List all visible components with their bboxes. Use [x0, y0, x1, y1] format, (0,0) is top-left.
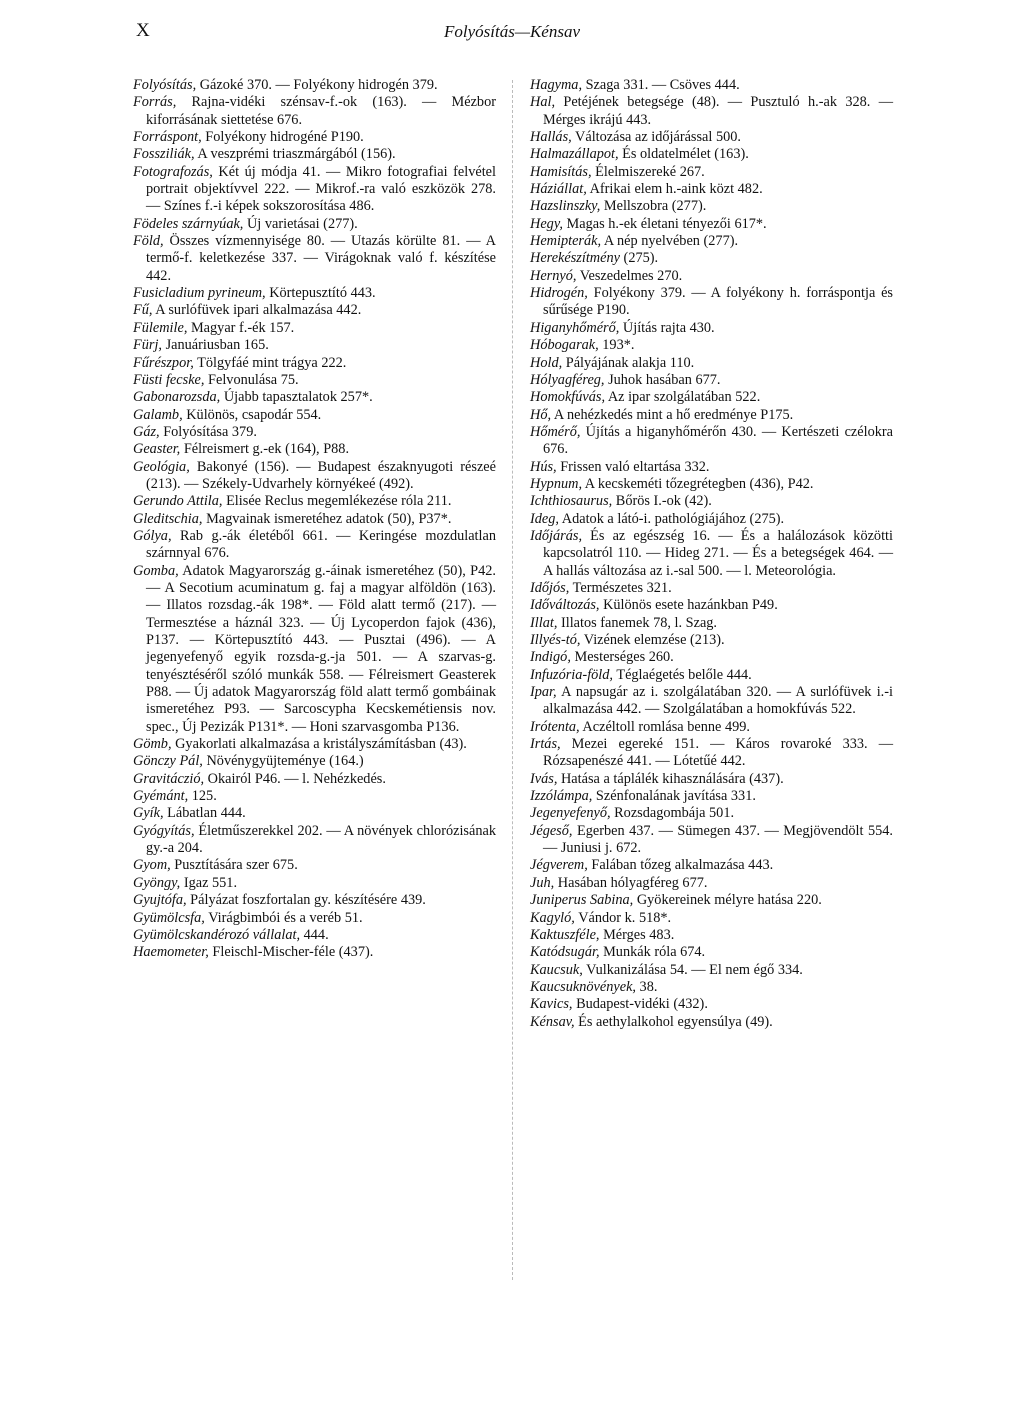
index-entry: [530, 320, 893, 337]
index-keyword: Gerundo Attila,: [133, 493, 223, 510]
index-keyword: Időjós,: [530, 579, 570, 596]
index-references: 193*.: [598, 337, 635, 354]
index-references: Gyökereinek mélyre hatása 220.: [633, 892, 822, 909]
index-references: És az egészség 16. — És a halálozások közötti kapcsolatról 110. — Hideg 271. — És a betegségek 464. — A hallás változása az i.-sal 500. — l. Meteorológia.: [543, 527, 893, 579]
index-entry: [530, 389, 893, 406]
index-keyword: Indigó,: [530, 649, 571, 666]
index-references: Élelmiszereké 267.: [591, 163, 705, 180]
index-entry: [530, 996, 893, 1013]
index-references: Félreismert g.-ek (164), P88.: [180, 441, 350, 458]
index-references: Vulkanizálása 54. — El nem égő 334.: [582, 961, 803, 978]
index-entry: [530, 198, 893, 215]
index-entry: [530, 632, 893, 649]
index-references: Magyar f.-ék 157.: [187, 319, 295, 336]
index-keyword: Forrás,: [133, 94, 177, 111]
index-references: Aczéltoll romlása benne 499.: [579, 718, 750, 735]
index-keyword: Gyümölcskandérozó vállalat,: [133, 926, 301, 943]
index-references: És aethylalkohol egyensúlya (49).: [574, 1013, 773, 1030]
index-references: Afrikai elem h.-aink közt 482.: [586, 181, 763, 198]
index-entry: [530, 94, 893, 129]
index-keyword: Gyom,: [133, 857, 171, 874]
index-keyword: Hamisítás,: [530, 163, 592, 180]
index-keyword: Geológia,: [133, 458, 190, 475]
index-entry: [133, 233, 496, 285]
index-keyword: Hólyagféreg,: [530, 371, 605, 388]
index-references: (275).: [619, 250, 659, 267]
index-entry: [530, 962, 893, 979]
index-entry: [530, 77, 893, 94]
index-references: Budapest-vidéki (432).: [572, 996, 708, 1013]
index-references: Bőrös I.-ok (42).: [612, 493, 712, 510]
index-references: Mellszobra (277).: [600, 198, 707, 215]
index-references: Pályázat foszfortalan gy. készítésére 439.: [186, 892, 426, 909]
column-divider: [512, 80, 513, 1280]
index-references: Elisée Reclus megemlékezése róla 211.: [222, 493, 452, 510]
index-keyword: Hazslinszky,: [530, 198, 601, 215]
index-keyword: Fürj,: [133, 337, 162, 354]
index-keyword: Hegy,: [530, 215, 563, 232]
index-keyword: Fotografozás,: [133, 163, 213, 180]
index-keyword: Hallás,: [530, 129, 572, 146]
index-references: Különös esete hazánkban P49.: [599, 597, 778, 614]
index-column-right: [530, 77, 893, 1031]
index-entry: [133, 563, 496, 736]
index-entry: [133, 511, 496, 528]
index-references: Újítás rajta 430.: [619, 319, 715, 336]
index-keyword: Gönczy Pál,: [133, 753, 203, 770]
index-keyword: Fülemile,: [133, 319, 188, 336]
index-entry: [133, 441, 496, 458]
index-keyword: Jégverem,: [530, 857, 588, 874]
index-references: Szaga 331. — Csöves 444.: [582, 77, 740, 93]
index-references: Falában tőzeg alkalmazása 443.: [587, 857, 774, 874]
index-entry: [530, 250, 893, 267]
index-keyword: Juh,: [530, 874, 555, 891]
index-references: Magas h.-ek életani tényezői 617*.: [562, 215, 767, 232]
index-references: Egerben 437. — Sümegen 437. — Megjövendölt 554. — Juniusi j. 672.: [543, 822, 893, 857]
index-references: Hatása a táplálék kihasználására (437).: [557, 770, 784, 787]
index-references: Változása az időjárással 500.: [571, 129, 741, 146]
index-entry: [133, 355, 496, 372]
index-references: Az ipar szolgálatában 522.: [605, 389, 761, 406]
index-references: Adatok a látó-i. pathológiájához (275).: [558, 510, 785, 527]
index-keyword: Ivás,: [530, 770, 558, 787]
index-references: Gázoké 370. — Folyékony hidrogén 379.: [196, 77, 438, 93]
index-entry: [530, 233, 893, 250]
index-references: Fleischl-Mischer-féle (437).: [208, 944, 374, 961]
index-keyword: Illyés-tó,: [530, 632, 581, 648]
index-keyword: Forráspont,: [133, 129, 202, 146]
index-keyword: Időváltozás,: [530, 597, 600, 614]
index-keyword: Ideg,: [530, 510, 559, 527]
index-references: Rab g.-ák életéből 661. — Keringése mozdulatlan szárnnyal 676.: [146, 527, 496, 562]
index-keyword: Hóbogarak,: [530, 337, 599, 354]
index-keyword: Hemipterák,: [530, 233, 602, 250]
index-references: Lábatlan 444.: [163, 805, 246, 822]
index-references: A veszprémi triaszmárgából (156).: [194, 146, 396, 163]
index-references: Új varietásai (277).: [243, 215, 358, 232]
index-references: Virágbimbói és a veréb 51.: [204, 909, 363, 926]
index-entry: [530, 927, 893, 944]
index-keyword: Gáz,: [133, 423, 160, 440]
index-entry: [530, 164, 893, 181]
running-head: Folyósítás—Kénsav: [444, 22, 580, 41]
index-entry: [530, 459, 893, 476]
index-entry: [133, 944, 496, 961]
index-keyword: Galamb,: [133, 406, 183, 423]
index-entry: [530, 823, 893, 858]
index-entry: [530, 580, 893, 597]
index-references: Bakonyé (156). — Budapest északnyugoti részeé (213). — Székely-Udvarhely környékeé (492).: [146, 458, 496, 492]
index-references: A napsugár az i. szolgálatában 320. — A surlófüvek i.-i alkalmazása 442. — Szolgálatában a homokfúvás 522.: [543, 684, 893, 718]
index-keyword: Gravitáczió,: [133, 770, 205, 787]
index-keyword: Hagyma,: [530, 77, 583, 93]
index-references: Mezei egereké 151. — Káros rovaroké 333. — Rózsapenészé 441. — Lótetűé 442.: [543, 736, 893, 770]
index-keyword: Haemometer,: [133, 944, 209, 961]
index-references: Vándor k. 518*.: [574, 909, 672, 926]
index-entry: [133, 823, 496, 858]
index-entry: [133, 753, 496, 770]
index-references: Téglaégetés belőle 444.: [613, 666, 752, 683]
index-references: Petéjének betegsége (48). — Pusztuló h.-ak 328. — Mérges ikrájú 443.: [543, 94, 893, 128]
index-entry: [530, 216, 893, 233]
index-entry: [530, 511, 893, 528]
index-keyword: Gömb,: [133, 736, 172, 753]
index-keyword: Kaktuszféle,: [530, 926, 600, 943]
index-keyword: Fű,: [133, 302, 153, 319]
index-references: A nép nyelvében (277).: [601, 233, 739, 250]
index-keyword: Hernyó,: [530, 267, 577, 284]
index-entry: [133, 216, 496, 233]
index-references: Juhok hasában 677.: [604, 371, 721, 388]
index-entry: [530, 355, 893, 372]
index-references: Folyékony hidrogéné P190.: [201, 129, 364, 146]
index-references: A nehézkedés mint a hő eredménye P175.: [551, 406, 794, 423]
index-keyword: Hőmérő,: [530, 423, 581, 440]
index-keyword: Födeles szárnyúak,: [133, 215, 244, 232]
index-entry: [133, 372, 496, 389]
index-entry: [530, 667, 893, 684]
index-entry: [530, 910, 893, 927]
index-entry: [530, 719, 893, 736]
index-keyword: Kaucsuk,: [530, 961, 583, 978]
index-entry: [530, 146, 893, 163]
index-entry: [133, 493, 496, 510]
index-references: Frissen való eltartása 332.: [556, 458, 710, 475]
index-keyword: Geaster,: [133, 441, 181, 458]
index-entry: [530, 337, 893, 354]
index-references: És oldatelmélet (163).: [618, 146, 749, 163]
index-entry: [133, 771, 496, 788]
index-references: Folyékony 379. — A folyékony h. forráspontja és sűrűsége P190.: [543, 285, 893, 319]
index-entry: [133, 927, 496, 944]
index-references: Mesterséges 260.: [570, 649, 674, 666]
index-references: Életműszerekkel 202. — A növények chlorózisának gy.-a 204.: [146, 822, 496, 857]
index-keyword: Homokfúvás,: [530, 389, 606, 406]
index-entry: [530, 857, 893, 874]
index-keyword: Jégeső,: [530, 822, 573, 839]
index-entry: [530, 424, 893, 459]
index-keyword: Időjárás,: [530, 527, 583, 544]
index-references: A surlófüvek ipari alkalmazása 442.: [152, 302, 362, 319]
index-entry: [133, 337, 496, 354]
index-keyword: Irtás,: [530, 736, 561, 753]
index-entry: [530, 736, 893, 771]
index-references: Körtepusztító 443.: [265, 285, 376, 302]
index-keyword: Fossziliák,: [133, 146, 195, 163]
index-references: Pályájának alakja 110.: [562, 354, 695, 371]
index-keyword: Juniperus Sabina,: [530, 892, 634, 909]
index-keyword: Gyümölcsfa,: [133, 909, 205, 926]
index-references: Felvonulása 75.: [204, 371, 299, 388]
index-keyword: Ipar,: [530, 684, 557, 701]
index-entry: [530, 649, 893, 666]
index-entry: [530, 805, 893, 822]
index-keyword: Gomba,: [133, 562, 179, 579]
index-entry: [530, 771, 893, 788]
index-references: Okairól P46. — l. Nehézkedés.: [204, 770, 386, 787]
index-entry: [133, 424, 496, 441]
index-references: Magvainak ismeretéhez adatok (50), P37*.: [202, 510, 452, 527]
index-keyword: Gyujtófa,: [133, 892, 187, 909]
index-entry: [133, 320, 496, 337]
index-keyword: Gyémánt,: [133, 788, 189, 805]
index-entry: [133, 285, 496, 302]
index-entry: [133, 459, 496, 494]
index-references: A kecskeméti tőzegrétegben (436), P42.: [582, 475, 814, 492]
index-references: Tölgyfáé mint trágya 222.: [193, 354, 347, 371]
index-entry: [133, 788, 496, 805]
index-references: 125.: [188, 788, 217, 805]
index-entry: [530, 1014, 893, 1031]
index-keyword: Jegenyefenyő,: [530, 805, 611, 822]
index-keyword: Gyöngy,: [133, 874, 181, 891]
index-references: Különös, csapodár 554.: [182, 406, 322, 423]
index-keyword: Fusicladium pyrineum,: [133, 285, 266, 302]
index-keyword: Gólya,: [133, 527, 172, 544]
index-keyword: Infuzória-föld,: [530, 666, 614, 683]
index-entry: [530, 944, 893, 961]
index-keyword: Hal,: [530, 94, 556, 111]
index-entry: [133, 805, 496, 822]
index-references: Rozsdagombája 501.: [610, 805, 735, 822]
index-keyword: Ichthiosaurus,: [530, 493, 613, 510]
index-references: Természetes 321.: [569, 579, 672, 596]
index-entry: [133, 77, 496, 94]
index-entry: [133, 129, 496, 146]
index-references: Illatos fanemek 78, l. Szag.: [557, 614, 718, 631]
index-keyword: Kavics,: [530, 996, 573, 1013]
index-keyword: Katódsugár,: [530, 944, 600, 961]
index-keyword: Hold,: [530, 354, 563, 371]
index-references: Veszedelmes 270.: [576, 267, 683, 284]
index-references: Mérges 483.: [599, 926, 675, 943]
index-entry: [530, 597, 893, 614]
index-entry: [133, 389, 496, 406]
index-keyword: Kaucsuknövények,: [530, 978, 636, 995]
index-keyword: Halmazállapot,: [530, 146, 619, 163]
index-entry: [530, 684, 893, 719]
index-entry: [133, 892, 496, 909]
index-keyword: Illat,: [530, 614, 558, 631]
index-keyword: Folyósítás,: [133, 77, 197, 93]
index-references: Szénfonalának javítása 331.: [592, 788, 756, 805]
index-references: Pusztítására szer 675.: [170, 857, 298, 874]
index-keyword: Hő,: [530, 406, 552, 423]
index-entry: [133, 528, 496, 563]
index-entry: [133, 910, 496, 927]
index-references: Hasában hólyagféreg 677.: [554, 874, 708, 891]
index-entry: [133, 736, 496, 753]
index-references: Vizének elemzése (213).: [580, 632, 725, 648]
index-entry: [530, 268, 893, 285]
index-entry: [530, 129, 893, 146]
index-entry: [530, 476, 893, 493]
index-keyword: Higanyhőmérő,: [530, 319, 620, 336]
index-entry: [133, 857, 496, 874]
index-entry: [133, 302, 496, 319]
index-entry: [530, 493, 893, 510]
index-keyword: Hypnum,: [530, 475, 583, 492]
index-keyword: Gleditschia,: [133, 510, 203, 527]
index-keyword: Füsti fecske,: [133, 371, 205, 388]
index-entry: [530, 181, 893, 198]
index-entry: [530, 979, 893, 996]
index-column-left: [133, 77, 496, 962]
index-references: Januáriusban 165.: [162, 337, 269, 354]
index-keyword: Kagyló,: [530, 909, 575, 926]
index-entry: [530, 875, 893, 892]
index-entry: [530, 528, 893, 580]
index-keyword: Föld,: [133, 233, 164, 250]
index-keyword: Háziállat,: [530, 181, 587, 198]
index-references: Rajna-vidéki szénsav-f.-ok (163). — Mézbor kiforrásának siettetése 676.: [146, 94, 496, 128]
index-references: Összes vízmennyisége 80. — Utazás körülte 81. — A termő-f. keletkezése 337. — Virágoknak való f. készítése 442.: [146, 233, 496, 284]
index-entry: [133, 94, 496, 129]
page-header: [0, 20, 1024, 50]
page-number: X: [136, 20, 151, 41]
index-entry: [133, 164, 496, 216]
index-entry: [530, 615, 893, 632]
index-keyword: Gyík,: [133, 805, 164, 822]
index-entry: [133, 407, 496, 424]
index-entry: [530, 788, 893, 805]
index-references: Igaz 551.: [180, 874, 238, 891]
index-entry: [530, 892, 893, 909]
index-keyword: Fűrészpor,: [133, 354, 194, 371]
index-entry: [530, 407, 893, 424]
index-references: Munkák róla 674.: [599, 944, 706, 961]
index-references: Folyósítása 379.: [159, 423, 257, 440]
index-references: Adatok Magyarország g.-áinak ismeretéhez (50), P42. — A Secotium acuminatum g. faj a magyar alföldön (163). — Illatos rozsdag.-ák 198*. — Föld alatt termő (217). — Termesztése a háznál 323. — Új Lycoperdon fajok (436), P137. — Körtepusztító 443. — Pusztai (496). — A jegenyefenyő egyik rozsda-g.-ja 501. — A szarvas-g. tenyésztéséről szóló munkák 558. — Félreismert Geasterek P88. — Új adatok Magyarország föld alatt termő gombáinak ismeretéhez P93. — Sarcoscypha Kecskemétiensis nov. spec., Új Pezizák P131*. — Honi szarvasgomba P136.: [146, 562, 496, 735]
index-keyword: Herekészítmény: [530, 250, 620, 267]
index-references: 38.: [635, 978, 658, 995]
index-references: Gyakorlati alkalmazása a kristályszámításban (43).: [171, 736, 467, 753]
index-entry: [530, 285, 893, 320]
index-keyword: Izzólámpa,: [530, 788, 593, 805]
index-references: Újítás a higanyhőmérőn 430. — Kertészeti czélokra 676.: [543, 423, 893, 458]
index-references: Újabb tapasztalatok 257*.: [220, 389, 373, 406]
index-keyword: Gyógyítás,: [133, 822, 195, 839]
index-entry: [133, 875, 496, 892]
index-references: 444.: [300, 926, 329, 943]
index-references: Két új módja 41. — Mikro fotografiai felvétel portrait objektívvel 222. — Mikrof.-ra való eszközök 278. — Színes f.-i képek sokszorosítása 486.: [146, 163, 496, 215]
index-entry: [530, 372, 893, 389]
index-keyword: Hidrogén,: [530, 285, 588, 302]
index-keyword: Gabonarozsda,: [133, 389, 221, 406]
index-entry: [133, 146, 496, 163]
index-keyword: Irótenta,: [530, 718, 580, 735]
index-keyword: Hús,: [530, 458, 557, 475]
index-references: Növénygyüjteménye (164.): [202, 753, 364, 770]
index-keyword: Kénsav,: [530, 1013, 575, 1030]
